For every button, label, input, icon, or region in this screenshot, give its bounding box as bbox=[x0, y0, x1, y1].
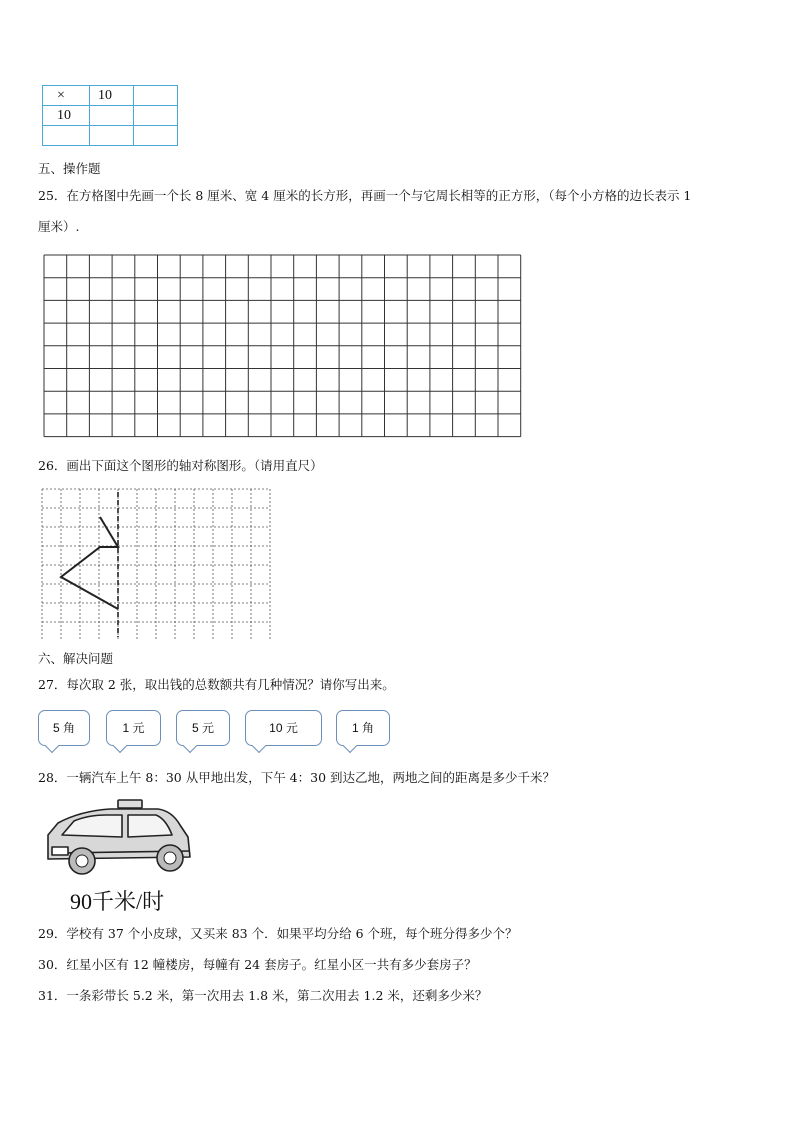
half-figure bbox=[61, 517, 118, 609]
money-tag-label: 1 元 bbox=[122, 721, 145, 735]
table-row bbox=[43, 126, 178, 146]
square-grid[interactable] bbox=[43, 254, 523, 438]
question-31: 31．一条彩带长 5.2 米，第一次用去 1.8 米，第二次用去 1.2 米，还剩多少米？ bbox=[38, 988, 488, 1003]
table-cell[interactable] bbox=[134, 126, 178, 146]
multiplication-table bbox=[42, 85, 178, 146]
table-cell: × bbox=[43, 86, 90, 106]
table-cell[interactable] bbox=[43, 126, 90, 146]
money-tag-5-yuan bbox=[176, 710, 230, 746]
table-cell[interactable] bbox=[134, 86, 178, 106]
speed-label: 90千米/时 bbox=[70, 889, 165, 914]
money-tag-label: 10 元 bbox=[269, 721, 298, 735]
table-row bbox=[43, 86, 178, 106]
money-tag-1-yuan bbox=[106, 710, 161, 746]
question-25-line2: 厘米）. bbox=[38, 219, 80, 234]
money-tag-label: 5 元 bbox=[191, 721, 214, 735]
table-row bbox=[43, 106, 178, 126]
money-tag-5-jiao bbox=[38, 710, 90, 746]
question-26: 26．画出下面这个图形的轴对称图形。（请用直尺） bbox=[38, 458, 323, 473]
money-tag-label: 1 角 bbox=[351, 721, 374, 735]
section-title-operations: 五、操作题 bbox=[38, 161, 101, 176]
dotted-grid-figure[interactable] bbox=[40, 487, 274, 639]
table-cell: 10 bbox=[43, 106, 90, 126]
table-cell[interactable] bbox=[90, 126, 134, 146]
question-27: 27．每次取 2 张，取出钱的总数额共有几种情况？请你写出来。 bbox=[38, 677, 395, 692]
question-25-line1: 25．在方格图中先画一个长 8 厘米、宽 4 厘米的长方形，再画一个与它周长相等的正方形，（每个小方格的边长表示 1 bbox=[38, 188, 692, 203]
table-cell[interactable] bbox=[90, 106, 134, 126]
money-tag-1-jiao bbox=[336, 710, 390, 746]
question-28: 28．一辆汽车上午 8：30 从甲地出发，下午 4：30 到达乙地，两地之间的距离是多少千米？ bbox=[38, 770, 556, 785]
taxi-icon bbox=[40, 795, 200, 885]
section-title-solve: 六、解决问题 bbox=[38, 651, 114, 666]
question-29: 29．学校有 37 个小皮球，又买来 83 个．如果平均分给 6 个班，每个班分得多少个？ bbox=[38, 926, 518, 941]
question-30: 30．红星小区有 12 幢楼房，每幢有 24 套房子。红星小区一共有多少套房子？ bbox=[38, 957, 477, 972]
table-cell[interactable]: 10 bbox=[90, 86, 134, 106]
money-tag-10-yuan bbox=[245, 710, 322, 746]
table-cell[interactable] bbox=[134, 106, 178, 126]
money-tag-label: 5 角 bbox=[52, 721, 75, 735]
